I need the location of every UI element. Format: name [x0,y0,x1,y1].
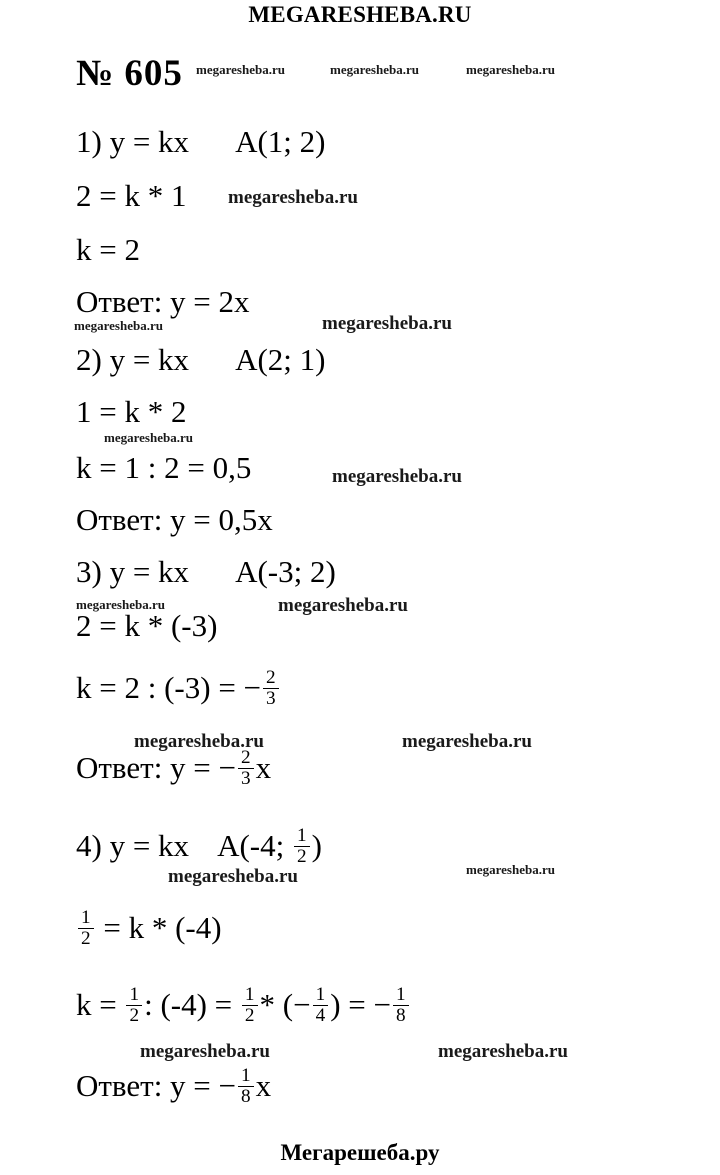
fraction-denominator: 8 [238,1086,254,1107]
answer-text: Ответ: y = − [76,1067,237,1103]
solution-line: k = 1 : 2 = 0,5 [76,450,252,485]
watermark: megaresheba.ru [104,430,193,445]
fraction-denominator: 8 [393,1005,409,1026]
equation-text: k = 2 : (-3) = − [76,669,262,705]
site-footer-title: Мегарешеба.ру [280,1140,440,1165]
fraction [78,908,94,949]
watermark: megaresheba.ru [228,187,358,208]
fraction [313,985,329,1026]
fraction-denominator: 2 [294,846,310,867]
fraction-numerator: 1 [81,907,91,928]
fraction-numerator: 1 [396,984,406,1005]
solution-line: 2 = k * 1 [76,178,187,213]
fraction-numerator: 1 [244,984,255,1005]
equation-text: ) = − [330,986,391,1022]
solution-answer: Ответ: y = 2x [76,284,250,319]
solution-answer [76,1065,272,1109]
watermark: megaresheba.ru [466,62,555,77]
solution-line [76,984,411,1028]
fraction-denominator: 2 [126,1005,142,1026]
solution-line [76,556,336,587]
solution-line [76,825,322,869]
task-number: № 605 [76,53,183,94]
fraction [393,985,409,1026]
watermark: megaresheba.ru [466,862,555,877]
fraction-numerator: 2 [266,667,276,688]
fraction-numerator: 1 [296,825,307,846]
fraction-denominator: 4 [313,1005,329,1026]
fraction-denominator: 3 [263,688,279,709]
solution-line: 1 = k * 2 [76,394,187,429]
watermark: megaresheba.ru [134,731,264,752]
equation-text: 3) y = kx [76,554,190,589]
fraction [294,826,310,867]
equation-text: 1) y = kx [76,124,190,159]
fraction-numerator: 1 [315,984,326,1005]
watermark: megaresheba.ru [322,313,452,334]
solution-answer [76,747,272,791]
watermark: megaresheba.ru [196,62,285,77]
solution-answer: Ответ: y = 0,5x [76,502,273,537]
equation-text: = k * (-4) [103,909,222,945]
fraction [263,668,279,709]
watermark: megaresheba.ru [278,595,408,616]
fraction-numerator: 1 [241,1065,251,1086]
fraction-numerator: 1 [129,984,140,1005]
point-text: A(1; 2) [235,124,326,159]
answer-text: Ответ: y = − [76,749,237,785]
solution-line [76,907,222,951]
watermark: megaresheba.ru [332,466,462,487]
solution-line [76,667,281,711]
equation-text: : (-4) = [144,986,240,1022]
watermark: megaresheba.ru [438,1041,568,1062]
watermark: megaresheba.ru [402,731,532,752]
variable-x: x [255,749,272,785]
watermark: megaresheba.ru [140,1041,270,1062]
fraction-denominator: 2 [78,928,94,949]
fraction-numerator: 2 [241,747,251,768]
watermark: megaresheba.ru [74,318,163,333]
watermark: megaresheba.ru [168,866,298,887]
site-header-title: MEGARESHEBA.RU [248,2,472,27]
variable-x: x [255,1067,272,1103]
equation-text: 2) y = kx [76,342,190,377]
watermark: megaresheba.ru [76,597,165,612]
fraction [242,985,258,1026]
fraction [238,748,254,789]
equation-text: 4) y = kx [76,827,190,863]
equation-text: * (− [259,986,311,1022]
point-text: A(-3; 2) [235,554,336,589]
watermark: megaresheba.ru [330,62,419,77]
fraction [126,985,142,1026]
solution-line [76,126,325,157]
fraction-denominator: 3 [238,768,254,789]
solution-line: k = 2 [76,232,140,267]
fraction-denominator: 2 [242,1005,258,1026]
point-text: A(2; 1) [235,342,326,377]
equation-text: k = [76,986,125,1022]
fraction [238,1066,254,1107]
point-text: A(-4; [217,827,292,863]
solution-line [76,344,325,375]
point-close: ) [311,827,322,863]
solution-line: 2 = k * (-3) [76,608,218,643]
